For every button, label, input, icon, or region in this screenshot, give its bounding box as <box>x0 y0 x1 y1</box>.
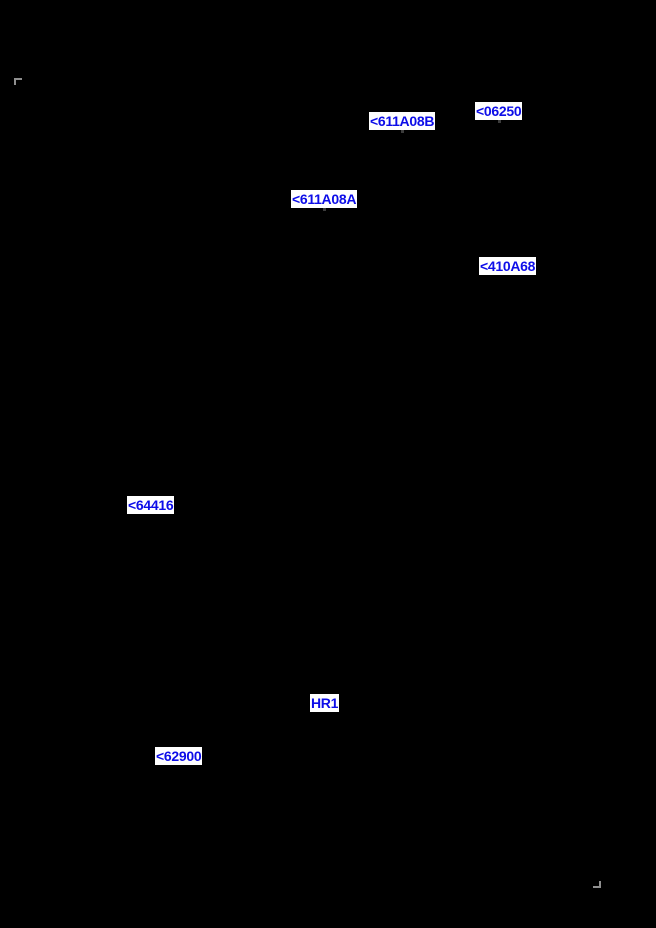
callout-pointer-tick <box>498 120 501 123</box>
part-link[interactable]: <64416 <box>128 497 174 513</box>
crop-corner-bottom-right-icon <box>593 881 601 888</box>
part-link[interactable]: <06250 <box>476 103 522 119</box>
callout-pointer-tick <box>401 130 404 133</box>
part-link[interactable]: <410A68 <box>480 258 536 274</box>
callout-pointer-tick <box>323 208 326 211</box>
crop-corner-top-left-icon <box>14 78 22 85</box>
part-link[interactable]: <611A08A <box>292 191 357 207</box>
part-link[interactable]: <611A08B <box>370 113 435 129</box>
part-link[interactable]: <62900 <box>156 748 202 764</box>
part-link[interactable]: HR1 <box>311 695 339 711</box>
